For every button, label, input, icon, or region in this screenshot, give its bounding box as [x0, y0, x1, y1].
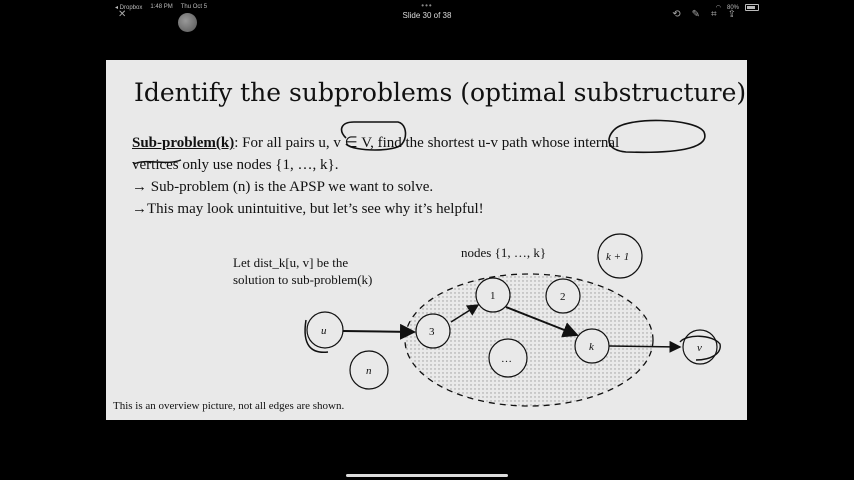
battery-percent: 80% [726, 4, 739, 11]
node-v [680, 330, 720, 364]
multitask-dots[interactable]: ••• [421, 1, 433, 10]
status-time: 1:48 PM [150, 4, 173, 10]
edge-u-3 [343, 331, 414, 332]
subproblem-term: Sub-problem(k) [132, 135, 235, 151]
shortest-path-diagram [106, 60, 747, 420]
node-3-label: 3 [429, 326, 435, 338]
node-u-label: u [321, 325, 327, 337]
node-n-label: n [366, 365, 372, 377]
node-k-plus-1 [598, 234, 642, 278]
dist-caption [233, 254, 372, 288]
node-ellipsis-label: … [501, 353, 512, 365]
pen-icon[interactable]: ✎ [691, 9, 700, 20]
battery-icon [745, 4, 759, 11]
node-v-label: v [697, 342, 702, 354]
status-left [115, 4, 207, 11]
back-to-app-link[interactable]: ◂ Dropbox [115, 5, 143, 11]
toolbar-right [672, 9, 736, 20]
handwritten-circle-uv [342, 122, 406, 150]
node-2 [546, 279, 580, 313]
definition-text: : For all pairs u, v ∈ V, find the shortest u-v path whose internal [234, 135, 620, 151]
node-n [350, 351, 388, 389]
node-u [305, 312, 343, 352]
node-k-label: k [589, 341, 594, 353]
status-date: Thu Oct 5 [180, 4, 208, 10]
handwritten-circle-internal [609, 120, 705, 152]
node-k [575, 329, 609, 363]
footnote: This is an overview picture, not all edges are shown. [113, 400, 345, 412]
handwritten-scribble [134, 160, 181, 164]
definition-continuation: vertices only use nodes {1, …, k}. [132, 157, 339, 173]
toolbar-left [118, 9, 126, 20]
edge-k-v [609, 346, 680, 347]
nodes-label: nodes {1, …, k} [461, 245, 547, 260]
slide-counter: Slide 30 of 38 [402, 11, 452, 20]
home-indicator[interactable] [346, 474, 508, 477]
node-1 [476, 278, 510, 312]
crop-icon[interactable]: ⌗ [710, 9, 717, 20]
dist-caption-line1: Let dist_k[u, v] be the [233, 255, 349, 270]
node-k-plus-1-label: k + 1 [606, 251, 630, 263]
rotate-icon[interactable]: ⟲ [672, 9, 681, 20]
slide-title: Identify the subproblems (optimal substructure) [134, 78, 747, 107]
slide [106, 60, 747, 420]
node-3 [416, 314, 450, 348]
close-icon[interactable]: ✕ [118, 9, 127, 20]
node-2-label: 2 [560, 291, 566, 303]
dist-caption-line2: solution to sub-problem(k) [233, 272, 373, 287]
node-ellipsis [489, 339, 527, 377]
drawing-tool-icon[interactable] [178, 13, 197, 32]
wifi-icon: ◠ [715, 5, 721, 11]
bullet-unintuitive: →This may look unintuitive, but let’s see why it’s helpful! [132, 201, 484, 217]
bullet-apsp: → Sub-problem (n) is the APSP we want to solve. [132, 179, 434, 195]
node-1-label: 1 [490, 290, 496, 302]
share-icon[interactable]: ⇪ [727, 9, 736, 20]
